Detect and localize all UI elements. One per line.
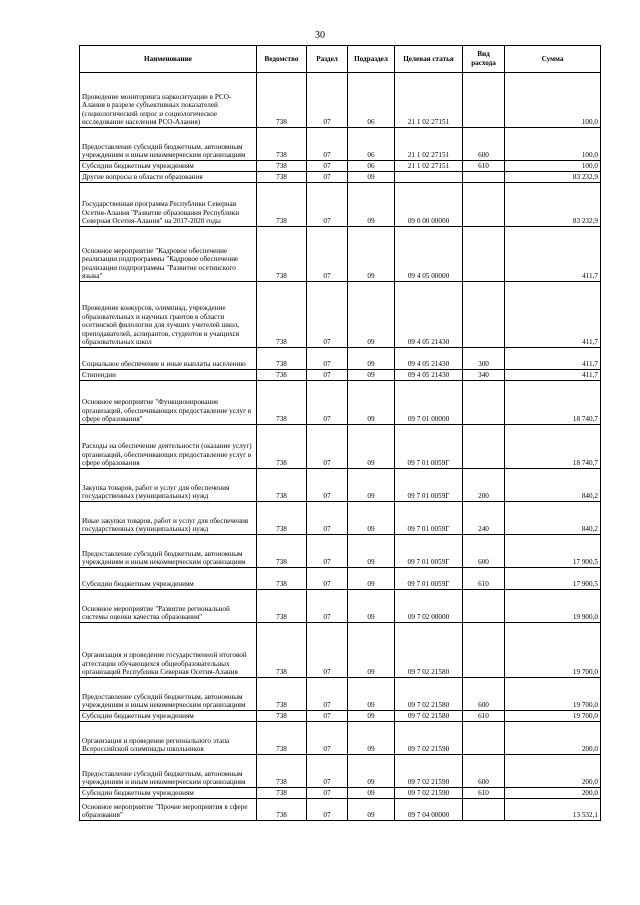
cell-summa: 411,7 [505,282,601,348]
table-body [80,73,601,821]
cell-celevaya-statya: 21 1 02 27151 [395,73,463,128]
cell-summa: 840,2 [505,502,601,535]
cell-podrazdel: 09 [348,788,395,799]
cell-summa: 19 700,0 [505,711,601,722]
cell-summa: 411,7 [505,227,601,282]
cell-vid-rashoda [463,282,505,348]
cell-vedomstvo: 738 [257,282,307,348]
cell-vid-rashoda: 600 [463,128,505,161]
cell-vedomstvo: 738 [257,502,307,535]
cell-vid-rashoda [463,425,505,469]
cell-name: Проведение мониторинга наркоситуации в РСО-Алания в разрезе субъективных показателей (социологический опрос и социологическое исследование населения РСО-Алания) [80,73,257,128]
cell-razdel: 07 [307,348,348,370]
cell-celevaya-statya: 09 7 04 00000 [395,799,463,821]
cell-summa: 13 532,1 [505,799,601,821]
table-row [80,590,601,623]
cell-name: Субсидии бюджетным учреждениям [80,568,257,590]
cell-summa: 200,0 [505,755,601,788]
cell-summa: 19 700,0 [505,678,601,711]
cell-name: Закупка товаров, работ и услуг для обеспечения государственных (муниципальных) нужд [80,469,257,502]
cell-summa: 100,0 [505,161,601,172]
cell-vedomstvo: 738 [257,183,307,227]
cell-name: Субсидии бюджетным учреждениям [80,788,257,799]
cell-celevaya-statya: 09 7 02 00000 [395,590,463,623]
cell-name: Проведение конкурсов, олимпиад, учреждение образовательных и научных грантов в области осетинской филологии для лучших учителей школ, преподавателей, аспирантов, студентов и учащихся образовательных школ [80,282,257,348]
cell-podrazdel: 09 [348,348,395,370]
cell-summa: 17 900,5 [505,568,601,590]
cell-name: Организация и проведение регионального этапа Всероссийской олимпиады школьников [80,722,257,755]
cell-celevaya-statya: 09 7 01 0059Г [395,535,463,568]
cell-vid-rashoda [463,381,505,425]
cell-summa: 100,0 [505,73,601,128]
table-row [80,502,601,535]
cell-razdel: 07 [307,799,348,821]
cell-vedomstvo: 738 [257,623,307,678]
cell-vedomstvo: 738 [257,590,307,623]
cell-razdel: 07 [307,755,348,788]
cell-vedomstvo: 738 [257,469,307,502]
cell-razdel: 07 [307,161,348,172]
cell-name: Иные закупки товаров, работ и услуг для обеспечения государственных (муниципальных) нужд [80,502,257,535]
cell-vedomstvo: 738 [257,788,307,799]
table-row [80,788,601,799]
cell-vedomstvo: 738 [257,172,307,183]
cell-podrazdel: 09 [348,711,395,722]
cell-name: Другие вопросы в области образования [80,172,257,183]
cell-podrazdel: 06 [348,161,395,172]
cell-celevaya-statya: 09 7 01 0059Г [395,469,463,502]
page-number: 30 [315,30,325,41]
cell-razdel: 07 [307,788,348,799]
cell-celevaya-statya: 09 4 05 21430 [395,348,463,370]
cell-vid-rashoda [463,590,505,623]
table-row [80,172,601,183]
cell-name: Основное мероприятие "Прочие мероприятия в сфере образования" [80,799,257,821]
cell-razdel: 07 [307,370,348,381]
cell-podrazdel: 09 [348,568,395,590]
cell-podrazdel: 09 [348,282,395,348]
cell-vid-rashoda: 240 [463,502,505,535]
table-row [80,799,601,821]
cell-vid-rashoda: 610 [463,788,505,799]
cell-podrazdel: 09 [348,590,395,623]
cell-podrazdel: 09 [348,172,395,183]
cell-vedomstvo: 738 [257,227,307,282]
cell-podrazdel: 06 [348,128,395,161]
cell-razdel: 07 [307,623,348,678]
cell-celevaya-statya [395,172,463,183]
cell-vedomstvo: 738 [257,711,307,722]
cell-vedomstvo: 738 [257,381,307,425]
cell-summa: 411,7 [505,348,601,370]
cell-summa: 840,2 [505,469,601,502]
header-podrazdel: Подраздел [348,46,395,73]
cell-razdel: 07 [307,282,348,348]
cell-celevaya-statya: 09 7 01 00000 [395,381,463,425]
cell-razdel: 07 [307,73,348,128]
cell-vedomstvo: 738 [257,161,307,172]
cell-vid-rashoda: 600 [463,678,505,711]
cell-podrazdel: 09 [348,722,395,755]
cell-podrazdel: 09 [348,623,395,678]
header-vid-rashoda: Вид расхода [463,46,505,73]
cell-vid-rashoda: 600 [463,755,505,788]
cell-razdel: 07 [307,425,348,469]
cell-summa: 18 740,7 [505,425,601,469]
table-row [80,161,601,172]
cell-vedomstvo: 738 [257,128,307,161]
cell-name: Основное мероприятие "Функционирование организаций, обеспечивающих предоставление услуг в сфере образования" [80,381,257,425]
cell-podrazdel: 09 [348,370,395,381]
cell-summa: 411,7 [505,370,601,381]
header-name: Наименование [80,46,257,73]
cell-name: Государственная программа Республики Северная Осетия-Алания "Развитие образования Республики Северная Осетия-Алания" на 2017-2020 годы [80,183,257,227]
cell-name: Предоставление субсидий бюджетным, автономным учреждениям и иным некоммерческим организациям [80,128,257,161]
table-row [80,678,601,711]
cell-vid-rashoda: 610 [463,568,505,590]
cell-razdel: 07 [307,183,348,227]
cell-name: Социальное обеспечение и иные выплаты населению [80,348,257,370]
cell-razdel: 07 [307,535,348,568]
cell-podrazdel: 09 [348,799,395,821]
cell-celevaya-statya: 09 7 02 21580 [395,623,463,678]
cell-vid-rashoda: 600 [463,535,505,568]
cell-podrazdel: 09 [348,502,395,535]
table-row [80,568,601,590]
cell-name: Основное мероприятие "Кадровое обеспечение реализации подпрограммы "Кадровое обеспечение реализации подпрограммы "Развитие осетинского языка" [80,227,257,282]
cell-summa: 200,0 [505,722,601,755]
table-row [80,425,601,469]
cell-name: Предоставление субсидий бюджетным, автономным учреждениям и иным некоммерческим организациям [80,535,257,568]
table-row [80,348,601,370]
cell-vid-rashoda: 300 [463,348,505,370]
cell-podrazdel: 09 [348,469,395,502]
cell-vid-rashoda [463,722,505,755]
cell-name: Предоставление субсидий бюджетным, автономным учреждениям и иным некоммерческим организациям [80,755,257,788]
cell-podrazdel: 09 [348,183,395,227]
cell-razdel: 07 [307,381,348,425]
cell-vid-rashoda [463,623,505,678]
table-row [80,623,601,678]
table-row [80,381,601,425]
cell-vedomstvo: 738 [257,425,307,469]
cell-summa: 19 700,0 [505,623,601,678]
table-row [80,227,601,282]
cell-razdel: 07 [307,469,348,502]
cell-vedomstvo: 738 [257,678,307,711]
cell-celevaya-statya: 09 7 01 0059Г [395,425,463,469]
cell-vid-rashoda [463,227,505,282]
cell-summa: 200,0 [505,788,601,799]
header-vedomstvo: Ведомство [257,46,307,73]
cell-summa: 83 232,9 [505,172,601,183]
cell-razdel: 07 [307,128,348,161]
cell-celevaya-statya: 09 7 02 21590 [395,755,463,788]
cell-name: Предоставление субсидий бюджетным, автономным учреждениям и иным некоммерческим организациям [80,678,257,711]
cell-vid-rashoda: 610 [463,711,505,722]
cell-celevaya-statya: 21 1 02 27151 [395,128,463,161]
cell-podrazdel: 09 [348,755,395,788]
cell-razdel: 07 [307,568,348,590]
cell-name: Организация и проведение государственной итоговой аттестации обучающихся общеобразовательных организаций Республики Северная Осетия-Алания [80,623,257,678]
cell-vedomstvo: 738 [257,348,307,370]
cell-celevaya-statya: 09 7 02 21590 [395,788,463,799]
cell-razdel: 07 [307,711,348,722]
cell-vid-rashoda [463,799,505,821]
cell-vedomstvo: 738 [257,755,307,788]
table-header-row [80,46,601,73]
cell-razdel: 07 [307,722,348,755]
cell-vid-rashoda [463,183,505,227]
cell-name: Субсидии бюджетным учреждениям [80,161,257,172]
table-row [80,183,601,227]
cell-razdel: 07 [307,678,348,711]
cell-celevaya-statya: 09 0 00 00000 [395,183,463,227]
cell-celevaya-statya: 09 4 05 21430 [395,282,463,348]
cell-celevaya-statya: 09 7 02 21580 [395,678,463,711]
table-row [80,722,601,755]
cell-podrazdel: 09 [348,227,395,282]
cell-summa: 100,0 [505,128,601,161]
cell-summa: 18 740,7 [505,381,601,425]
header-celevaya-statya: Целевая статья [395,46,463,73]
cell-vid-rashoda: 610 [463,161,505,172]
cell-vid-rashoda: 200 [463,469,505,502]
cell-vedomstvo: 738 [257,799,307,821]
cell-name: Субсидии бюджетным учреждениям [80,711,257,722]
cell-podrazdel: 09 [348,535,395,568]
cell-celevaya-statya: 09 7 01 0059Г [395,502,463,535]
cell-celevaya-statya: 09 7 02 21590 [395,722,463,755]
cell-podrazdel: 09 [348,381,395,425]
cell-vedomstvo: 738 [257,73,307,128]
cell-razdel: 07 [307,590,348,623]
cell-celevaya-statya: 21 1 02 27151 [395,161,463,172]
cell-summa: 17 900,5 [505,535,601,568]
table-row [80,535,601,568]
cell-vedomstvo: 738 [257,722,307,755]
table-row [80,755,601,788]
table-row [80,282,601,348]
cell-summa: 83 232,9 [505,183,601,227]
cell-summa: 19 900,0 [505,590,601,623]
cell-celevaya-statya: 09 4 05 00000 [395,227,463,282]
cell-podrazdel: 09 [348,678,395,711]
table-row [80,370,601,381]
cell-vid-rashoda: 340 [463,370,505,381]
header-summa: Сумма [505,46,601,73]
cell-vedomstvo: 738 [257,568,307,590]
header-razdel: Раздел [307,46,348,73]
cell-podrazdel: 09 [348,425,395,469]
table-row [80,73,601,128]
cell-celevaya-statya: 09 7 01 0059Г [395,568,463,590]
cell-celevaya-statya: 09 7 02 21580 [395,711,463,722]
budget-table [79,45,601,821]
cell-vedomstvo: 738 [257,535,307,568]
cell-name: Основное мероприятие "Развитие региональной системы оценки качества образования" [80,590,257,623]
table-row [80,711,601,722]
cell-razdel: 07 [307,502,348,535]
table-row [80,128,601,161]
cell-vid-rashoda [463,73,505,128]
cell-name: Стипендии [80,370,257,381]
cell-celevaya-statya: 09 4 05 21430 [395,370,463,381]
table-row [80,469,601,502]
cell-podrazdel: 06 [348,73,395,128]
cell-name: Расходы на обеспечение деятельности (оказание услуг) организаций, обеспечивающих предоставление услуг в сфере образования [80,425,257,469]
cell-vid-rashoda [463,172,505,183]
cell-razdel: 07 [307,227,348,282]
cell-razdel: 07 [307,172,348,183]
cell-vedomstvo: 738 [257,370,307,381]
